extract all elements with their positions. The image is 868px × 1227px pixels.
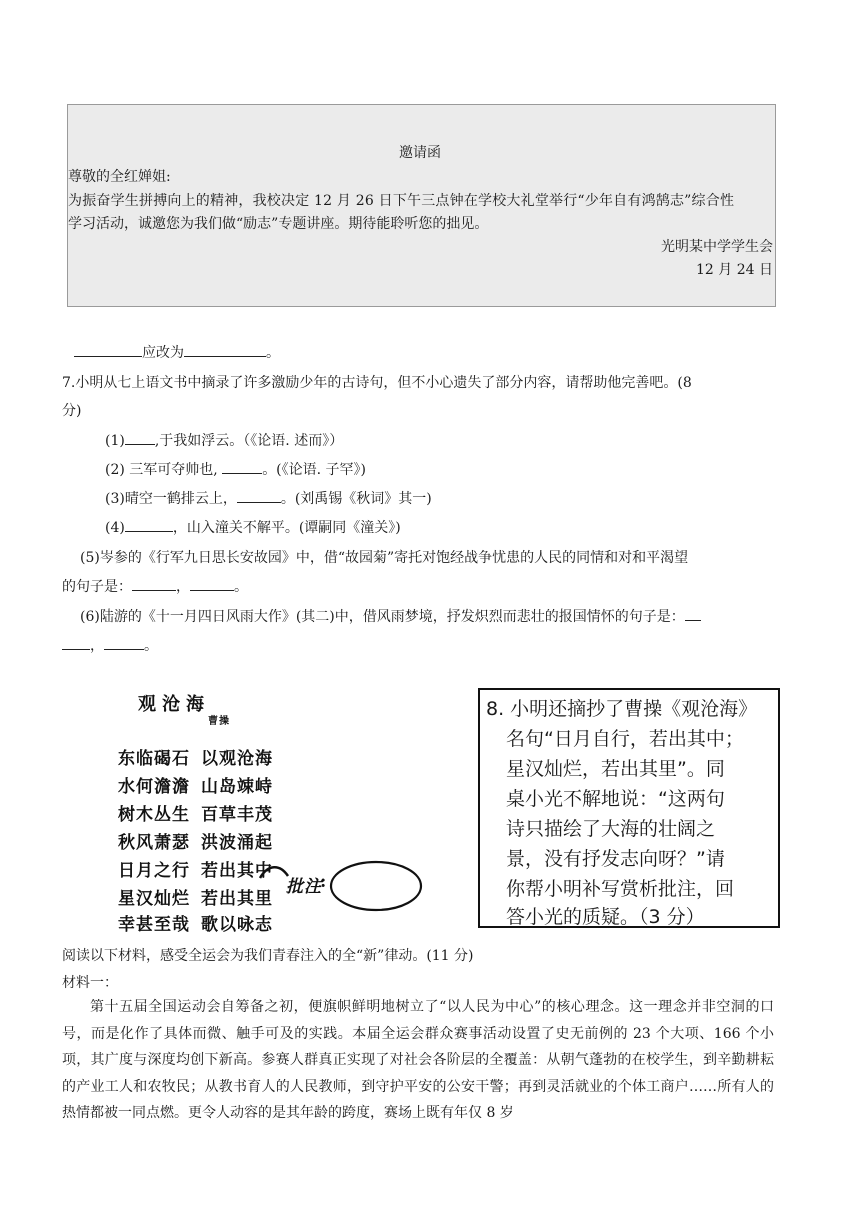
q7-item6-line1: [80, 606, 701, 626]
q7-item5-line1: (5)岑参的《行军九日思长安故园》中，借“故园菊”寄托对饱经战争忧患的人民的同情和对和平渴望: [80, 550, 689, 566]
invitation-body-line1: 为振奋学生拼搏向上的精神，我校决定 12 月 26 日下午三点钟在学校大礼堂举行“少年自有鸿鹄志”综合性: [68, 193, 735, 209]
invitation-date: 12 月 24 日: [696, 262, 773, 278]
poem-line-left: 水何澹澹: [118, 777, 190, 797]
q7-item2: [105, 459, 366, 479]
poem-line-left: 日月之行: [118, 861, 190, 881]
q8-line: 答小光的质疑。（3 分）: [506, 906, 705, 928]
answer-blank[interactable]: [237, 488, 281, 503]
q8-line: 8. 小明还摘抄了曹操《观沧海》: [486, 698, 758, 720]
poem-line-right: 百草丰茂: [201, 805, 273, 825]
material-paragraph: 第十五届全国运动会自筹备之初，便旗帜鲜明地树立了“以人民为中心”的核心理念。这一理念并非空洞的口号，而是化作了具体而微、触手可及的实践。本届全运会群众赛事活动设置了史无前例的 23 个大项、166 个小项，其广度与深度均创下新高。参赛人群真正实现了对社会各阶层的全覆盖：从朝气蓬勃的在校学生，到辛勤耕耘的产业工人和农牧民；从教书育人的人民教师，到守护平安的公安干警；再到灵活就业的个体工商户……所有人的热情都被一同点燃。更令人动容的是其年龄的跨度，赛场上既有年仅 8 岁: [62, 999, 774, 1121]
reading-intro: 阅读以下材料，感受全运会为我们青春注入的全“新”律动。(11 分): [62, 948, 474, 964]
punctuation: 。: [234, 579, 248, 595]
poem-author: 曹操: [208, 716, 230, 727]
punctuation: ，: [176, 579, 190, 595]
item-text: ,于我如浮云。（《论语. 述而》）: [154, 433, 344, 449]
answer-blank[interactable]: [222, 459, 262, 474]
annotation-label: 批注: [286, 877, 322, 897]
answer-blank[interactable]: [190, 576, 234, 591]
q8-line: 你帮小明补写赏析批注，回: [506, 878, 735, 900]
q8-line: 桌小光不解地说：“这两句: [506, 788, 725, 810]
invitation-title: 邀请函: [399, 145, 441, 161]
poem-handwriting-image: [108, 686, 478, 936]
answer-blank[interactable]: [104, 635, 144, 650]
answer-blank[interactable]: [62, 635, 90, 650]
q7-item1: [105, 430, 343, 450]
answer-blank[interactable]: [685, 606, 701, 621]
item-text: (6)陆游的《十一月四日风雨大作》(其二)中，借风雨梦境，抒发炽烈而悲壮的报国情怀的句子是：: [80, 609, 685, 625]
item-text: (3)晴空一鹤排云上，: [105, 491, 237, 507]
item-text: 的句子是：: [62, 579, 132, 595]
invitation-salutation: 尊敬的全红婵姐:: [68, 169, 171, 185]
answer-blank[interactable]: [184, 342, 266, 357]
q7-item4: [105, 517, 401, 537]
punctuation: 。: [144, 638, 158, 654]
answer-blank[interactable]: [125, 517, 173, 532]
poem-line-left: 星汉灿烂: [118, 889, 190, 909]
poem-line-right: 洪波涌起: [201, 833, 273, 853]
poem-line-right: 若出其中: [201, 861, 273, 881]
q7-stem-line2: 分): [62, 403, 82, 419]
answer-blank[interactable]: [132, 576, 176, 591]
correction-text: 应改为: [142, 345, 184, 361]
punctuation: ，: [90, 638, 104, 654]
annotation-oval: [331, 862, 421, 910]
invitation-body-line2: 学习活动，诚邀您为我们做“励志”专题讲座。期待能聆听您的拙见。: [68, 216, 489, 232]
poem-line-right: 以观沧海: [201, 749, 273, 769]
item-number: (1): [105, 433, 125, 449]
poem-title: 观沧海: [138, 694, 210, 715]
q8-line: 景，没有抒发志向呀？”请: [506, 848, 725, 870]
invitation-box: [67, 104, 776, 307]
poem-line-left: 秋风萧瑟: [118, 833, 190, 853]
q7-item3: [105, 488, 432, 508]
poem-line-right: 若出其里: [201, 889, 273, 909]
material-label: 材料一：: [62, 975, 118, 991]
q7-item5-line2: [62, 576, 248, 596]
q7-item6-line2: [62, 635, 158, 655]
q7-stem-line1: 7.小明从七上语文书中摘录了许多激励少年的古诗句，但不小心遗失了部分内容，请帮助他完善吧。(8: [62, 375, 692, 391]
answer-blank[interactable]: [74, 342, 142, 357]
poem-line-right: 歌以咏志: [201, 915, 273, 935]
poem-line-right: 山岛竦峙: [201, 777, 273, 797]
poem-line-left: 东临碣石: [118, 749, 190, 769]
item-text: (2) 三军可夺帅也,: [105, 462, 223, 478]
q8-line: 名句“日月自行，若出其中；: [506, 728, 744, 750]
punctuation: 。: [266, 345, 280, 361]
correction-line: [74, 342, 280, 362]
item-text: 。(刘禹锡《秋词》其一): [280, 491, 432, 507]
q8-line: 诗只描绘了大海的壮阔之: [506, 818, 716, 840]
item-text: ，山入潼关不解平。(谭嗣同《潼关》): [172, 520, 401, 536]
annotation-colon: :: [320, 872, 328, 892]
answer-blank[interactable]: [125, 430, 155, 445]
invitation-signature: 光明某中学学生会: [661, 239, 773, 255]
item-text: 。(《论语. 子罕》): [262, 462, 367, 478]
q8-question-box: [478, 688, 780, 928]
q8-line: 星汉灿烂，若出其里”。同: [506, 758, 725, 780]
item-number: (4): [105, 520, 125, 536]
poem-line-left: 幸甚至哉: [118, 915, 190, 935]
poem-line-left: 树木丛生: [118, 805, 190, 825]
